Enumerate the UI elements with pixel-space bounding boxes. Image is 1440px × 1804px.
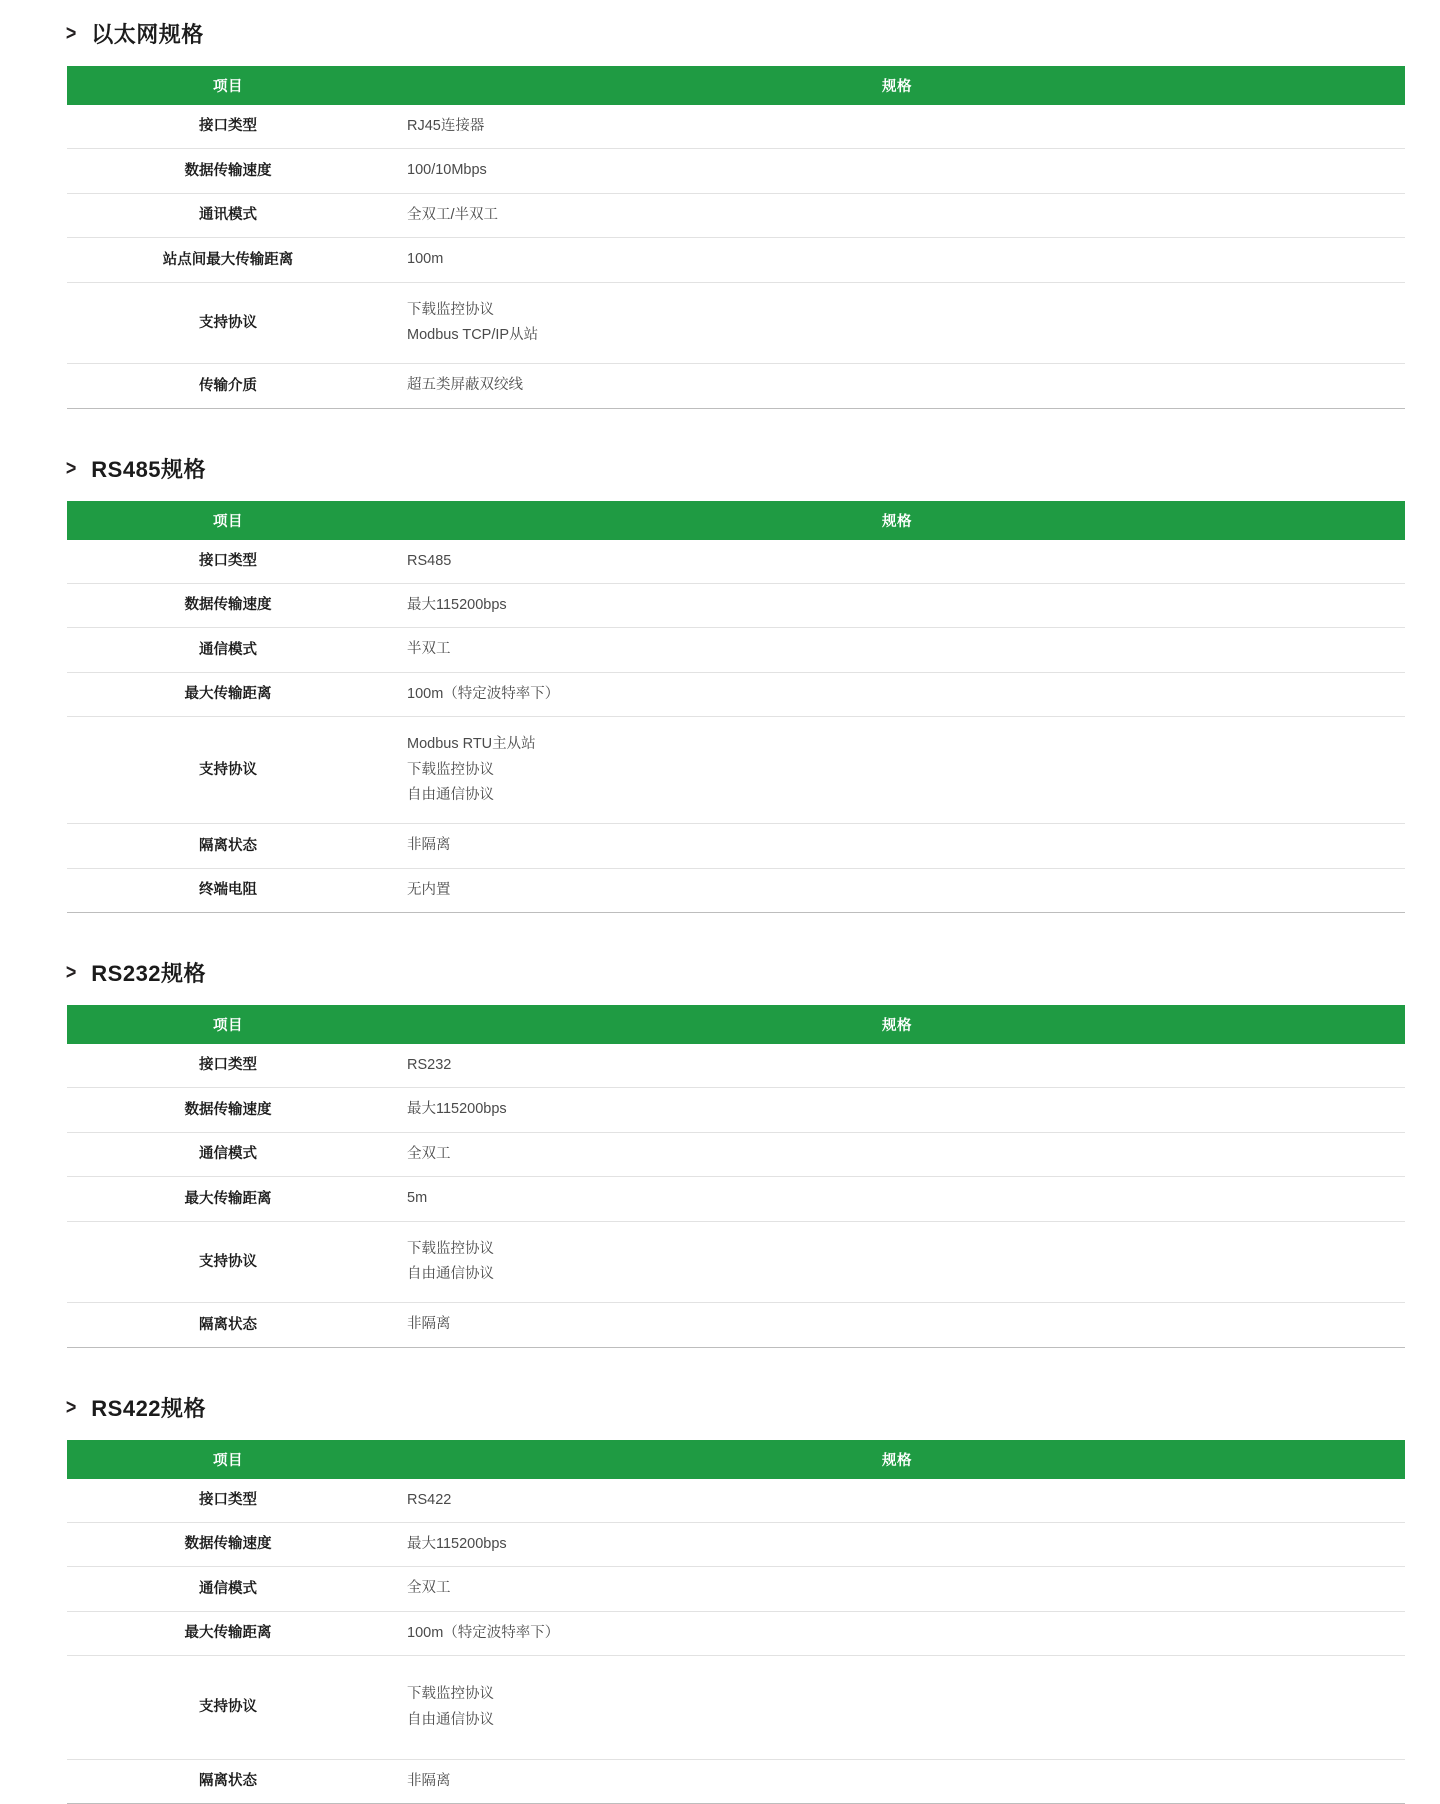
column-header-item: 项目	[67, 501, 389, 540]
section-title: 以太网规格	[91, 22, 204, 47]
column-header-spec: 规格	[389, 66, 1405, 105]
table-row	[67, 1044, 1405, 1088]
spec-value-line: 非隔离	[407, 1316, 451, 1333]
spec-value-line: 自由通信协议	[407, 1265, 494, 1282]
row-spec-value	[389, 584, 1405, 628]
section-heading	[35, 18, 1405, 49]
table-row	[67, 1656, 1405, 1760]
row-item-label: 接口类型	[67, 105, 389, 149]
row-item-label: 支持协议	[67, 1656, 389, 1760]
section-heading	[35, 957, 1405, 988]
row-spec-value	[389, 1523, 1405, 1567]
row-item-label: 数据传输速度	[67, 149, 389, 193]
spec-value-line: RS485	[407, 552, 452, 569]
spec-value-line: 下载监控协议	[407, 761, 494, 778]
row-spec-value	[389, 193, 1405, 237]
table-header-row	[67, 1440, 1405, 1479]
row-item-label: 支持协议	[67, 717, 389, 824]
spec-section	[35, 453, 1405, 913]
spec-value-line: 无内置	[407, 881, 451, 898]
table-row	[67, 1479, 1405, 1523]
row-item-label: 数据传输速度	[67, 1088, 389, 1132]
section-title: RS485规格	[91, 456, 207, 482]
spec-value-line: Modbus RTU主从站	[407, 736, 536, 753]
section-title: RS232规格	[91, 961, 207, 986]
spec-value-line: 100/10Mbps	[407, 162, 487, 179]
chevron-right-icon: >	[65, 961, 77, 984]
spec-value-line: 最大115200bps	[407, 1536, 507, 1552]
table-row	[67, 105, 1405, 149]
row-spec-value	[389, 1088, 1405, 1132]
spec-value-line: Modbus TCP/IP从站	[407, 326, 539, 343]
column-header-item: 项目	[67, 66, 389, 105]
table-row	[67, 1611, 1405, 1655]
table-row	[67, 672, 1405, 716]
spec-table	[67, 66, 1405, 409]
spec-table	[67, 1005, 1405, 1348]
row-item-label: 最大传输距离	[67, 1611, 389, 1655]
spec-value-line: 下载监控协议	[407, 301, 494, 318]
table-row	[67, 584, 1405, 628]
column-header-spec: 规格	[389, 1005, 1405, 1044]
column-header-spec: 规格	[389, 501, 1405, 540]
spec-value-line: 半双工	[407, 641, 451, 658]
row-spec-value	[389, 1132, 1405, 1176]
spec-value-line: 全双工/半双工	[407, 206, 499, 223]
spec-value-line: 100m	[407, 251, 444, 268]
table-row	[67, 628, 1405, 672]
section-heading	[35, 453, 1405, 484]
spec-value-line: RS422	[407, 1491, 452, 1508]
table-row	[67, 193, 1405, 237]
table-row	[67, 149, 1405, 193]
spec-value-line: 超五类屏蔽双绞线	[407, 377, 523, 394]
section-title: RS422规格	[91, 1395, 207, 1421]
row-spec-value	[389, 824, 1405, 868]
row-spec-value	[389, 282, 1405, 364]
row-spec-value	[389, 628, 1405, 672]
row-item-label: 最大传输距离	[67, 672, 389, 716]
spec-value-line: 下载监控协议	[407, 1240, 494, 1257]
table-row	[67, 824, 1405, 868]
row-spec-value	[389, 1611, 1405, 1655]
table-header-row	[67, 66, 1405, 105]
row-spec-value	[389, 1177, 1405, 1221]
spec-value-line: RJ45连接器	[407, 118, 485, 134]
row-item-label: 传输介质	[67, 364, 389, 408]
spec-value-line: 最大115200bps	[407, 1101, 507, 1118]
row-item-label: 终端电阻	[67, 868, 389, 912]
table-row	[67, 540, 1405, 584]
table-row	[67, 364, 1405, 408]
chevron-right-icon: >	[65, 22, 77, 45]
table-row	[67, 717, 1405, 824]
row-item-label: 通讯模式	[67, 193, 389, 237]
spec-section	[35, 1392, 1405, 1804]
table-header-row	[67, 501, 1405, 540]
spec-section	[35, 18, 1405, 409]
row-spec-value	[389, 868, 1405, 912]
spec-value-line: 自由通信协议	[407, 1711, 494, 1728]
spec-value-line: 全双工	[407, 1580, 451, 1597]
spec-value-line: 全双工	[407, 1145, 451, 1162]
row-spec-value	[389, 364, 1405, 408]
column-header-item: 项目	[67, 1005, 389, 1044]
column-header-item: 项目	[67, 1440, 389, 1479]
row-item-label: 支持协议	[67, 1221, 389, 1303]
spec-value-line: 最大115200bps	[407, 597, 507, 613]
table-row	[67, 1759, 1405, 1803]
row-spec-value	[389, 717, 1405, 824]
spec-value-line: RS232	[407, 1057, 452, 1073]
spec-value-line: 5m	[407, 1190, 428, 1207]
spec-section	[35, 957, 1405, 1348]
row-item-label: 通信模式	[67, 1132, 389, 1176]
row-item-label: 隔离状态	[67, 824, 389, 868]
row-item-label: 接口类型	[67, 1044, 389, 1088]
spec-table	[67, 501, 1405, 913]
row-item-label: 隔离状态	[67, 1759, 389, 1803]
table-row	[67, 1303, 1405, 1347]
row-item-label: 接口类型	[67, 1479, 389, 1523]
chevron-right-icon: >	[65, 1395, 77, 1419]
row-spec-value	[389, 238, 1405, 282]
row-spec-value	[389, 105, 1405, 149]
row-item-label: 数据传输速度	[67, 584, 389, 628]
row-spec-value	[389, 1567, 1405, 1611]
row-item-label: 通信模式	[67, 1567, 389, 1611]
column-header-spec: 规格	[389, 1440, 1405, 1479]
table-row	[67, 282, 1405, 364]
spec-value-line: 自由通信协议	[407, 786, 494, 803]
table-row	[67, 1177, 1405, 1221]
table-header-row	[67, 1005, 1405, 1044]
row-item-label: 隔离状态	[67, 1303, 389, 1347]
row-spec-value	[389, 1759, 1405, 1803]
spec-value-line: 非隔离	[407, 837, 451, 854]
table-row	[67, 868, 1405, 912]
table-row	[67, 1088, 1405, 1132]
row-spec-value	[389, 540, 1405, 584]
spec-table	[67, 1440, 1405, 1804]
table-row	[67, 1132, 1405, 1176]
chevron-right-icon: >	[65, 456, 77, 480]
row-item-label: 数据传输速度	[67, 1523, 389, 1567]
row-item-label: 站点间最大传输距离	[67, 238, 389, 282]
spec-value-line: 下载监控协议	[407, 1686, 494, 1703]
row-item-label: 最大传输距离	[67, 1177, 389, 1221]
row-item-label: 通信模式	[67, 628, 389, 672]
table-row	[67, 1221, 1405, 1303]
spec-value-line: 100m（特定波特率下）	[407, 685, 560, 702]
section-heading	[35, 1392, 1405, 1423]
row-item-label: 支持协议	[67, 282, 389, 364]
row-spec-value	[389, 1044, 1405, 1088]
table-row	[67, 1567, 1405, 1611]
table-row	[67, 1523, 1405, 1567]
spec-value-line: 100m（特定波特率下）	[407, 1624, 560, 1641]
row-spec-value	[389, 672, 1405, 716]
spec-sections-container	[0, 18, 1440, 1804]
row-spec-value	[389, 1221, 1405, 1303]
row-spec-value	[389, 1479, 1405, 1523]
table-row	[67, 238, 1405, 282]
row-spec-value	[389, 1656, 1405, 1760]
row-spec-value	[389, 1303, 1405, 1347]
spec-value-line: 非隔离	[407, 1772, 451, 1789]
row-item-label: 接口类型	[67, 540, 389, 584]
row-spec-value	[389, 149, 1405, 193]
